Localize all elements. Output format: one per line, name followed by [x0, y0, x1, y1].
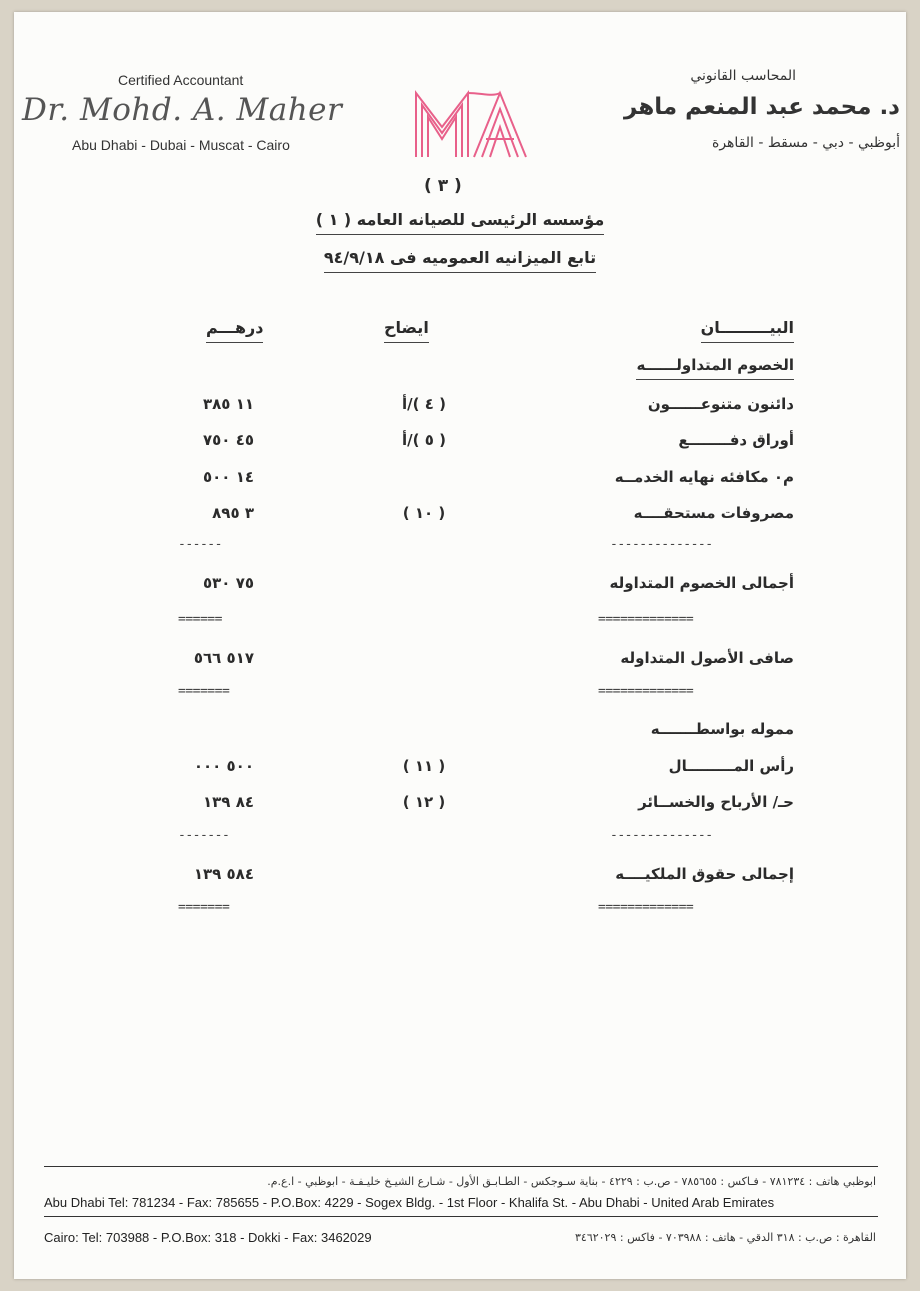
- footer-abudhabi-ar: ابوظبي هاتف : ٧٨١٢٣٤ - فـاكس : ٧٨٥٦٥٥ - ص.ب : ٤٢٢٩ - بناية سـوجكس - الطـابـق الأول - شـارع الشيـخ خليـفـة - ابوظبي - ا.ع.م.: [267, 1175, 876, 1188]
- separator-dash: --------------: [610, 537, 713, 552]
- separator-dash: -------: [178, 828, 230, 843]
- column-header-amount: درهـــم: [206, 318, 263, 337]
- separator-double: =============: [598, 612, 694, 627]
- row-label: حـ/ الأرباح والخســائر: [638, 793, 794, 811]
- net-current-assets-label: صافى الأصول المتداوله: [620, 649, 794, 667]
- row-amount: ٤٥ ٧٥٠: [202, 431, 254, 449]
- net-current-assets-amount: ٥١٧ ٥٦٦: [193, 649, 254, 667]
- total-equity-amount: ٥٨٤ ١٣٩: [193, 865, 254, 883]
- certified-accountant-title-ar: المحاسب القانوني: [690, 68, 796, 84]
- letterhead-page: [14, 12, 906, 1279]
- row-note: ( ١٠ ): [402, 504, 446, 522]
- column-header-description: البيـــــــــان: [701, 318, 794, 337]
- ma-logo-icon: [412, 87, 540, 159]
- separator-double: ======: [178, 612, 222, 627]
- footer-rule: [44, 1216, 878, 1217]
- cities-ar: أبوظبي - دبي - مسقط - القاهرة: [711, 135, 900, 151]
- row-amount: ٨٤ ١٣٩: [202, 793, 254, 811]
- separator-double: =======: [178, 900, 230, 915]
- separator-dash: ------: [178, 537, 222, 552]
- document-subtitle-text: تابع الميزانيه العموميه فى ٩٤/٩/١٨: [324, 248, 596, 273]
- column-header-note: ايضاح: [384, 318, 429, 337]
- footer-rule: [44, 1166, 878, 1167]
- row-amount: ٥٠٠ ٠٠٠: [193, 757, 254, 775]
- footer-abudhabi-en: Abu Dhabi Tel: 781234 - Fax: 785655 - P.O.Box: 4229 - Sogex Bldg. - 1st Floor - Khalifa St. - Abu Dhabi - United Arab Emirates: [44, 1195, 775, 1210]
- document-title: [304, 210, 616, 229]
- row-amount: ٣ ٨٩٥: [212, 504, 254, 522]
- footer-cairo-ar: القاهرة : ص.ب : ٣١٨ الدقي - هاتف : ٧٠٣٩٨٨ - فاكس : ٣٤٦٢٠٢٩: [575, 1231, 876, 1244]
- section-financed-by: مموله بواسطـــــــه: [650, 720, 794, 738]
- row-note: ( ٤ )/أ: [402, 395, 446, 413]
- row-label: م٠ مكافئه نهايه الخدمــه: [614, 468, 794, 486]
- separator-dash: --------------: [610, 828, 713, 843]
- row-amount: ١٤ ٥٠٠: [202, 468, 254, 486]
- separator-double: =============: [598, 684, 694, 699]
- section-current-liabilities: الخصوم المتداولــــــه: [636, 356, 794, 374]
- row-amount: ١١ ٣٨٥: [202, 395, 254, 413]
- row-label: أوراق دفــــــــع: [678, 431, 794, 449]
- row-label: رأس المـــــــــال: [668, 757, 794, 775]
- separator-double: =======: [178, 684, 230, 699]
- document-subtitle: [304, 248, 616, 267]
- total-current-liabilities-amount: ٧٥ ٥٣٠: [202, 574, 254, 592]
- doctor-name-en: Dr. Mohd. A. Maher: [22, 92, 343, 128]
- row-label: مصروفات مستحقــــه: [633, 504, 794, 522]
- separator-double: =============: [598, 900, 694, 915]
- page-number: ( ٣ ): [424, 176, 462, 196]
- row-label: دائنون متنوعــــــون: [647, 395, 794, 413]
- footer-cairo-en: Cairo: Tel: 703988 - P.O.Box: 318 - Dokki - Fax: 3462029: [44, 1230, 372, 1245]
- total-current-liabilities-label: أجمالى الخصوم المتداوله: [609, 574, 794, 592]
- row-note: ( ٥ )/أ: [402, 431, 446, 449]
- row-note: ( ١١ ): [402, 757, 446, 775]
- document-title-text: مؤسسه الرئيسى للصيانه العامه ( ١ ): [316, 210, 605, 235]
- total-equity-label: إجمالى حقوق الملكيــــه: [615, 865, 794, 883]
- certified-accountant-title: Certified Accountant: [118, 72, 244, 88]
- cities-en: Abu Dhabi - Dubai - Muscat - Cairo: [72, 137, 290, 153]
- doctor-name-ar: د. محمد عبد المنعم ماهر: [624, 94, 900, 120]
- row-note: ( ١٢ ): [402, 793, 446, 811]
